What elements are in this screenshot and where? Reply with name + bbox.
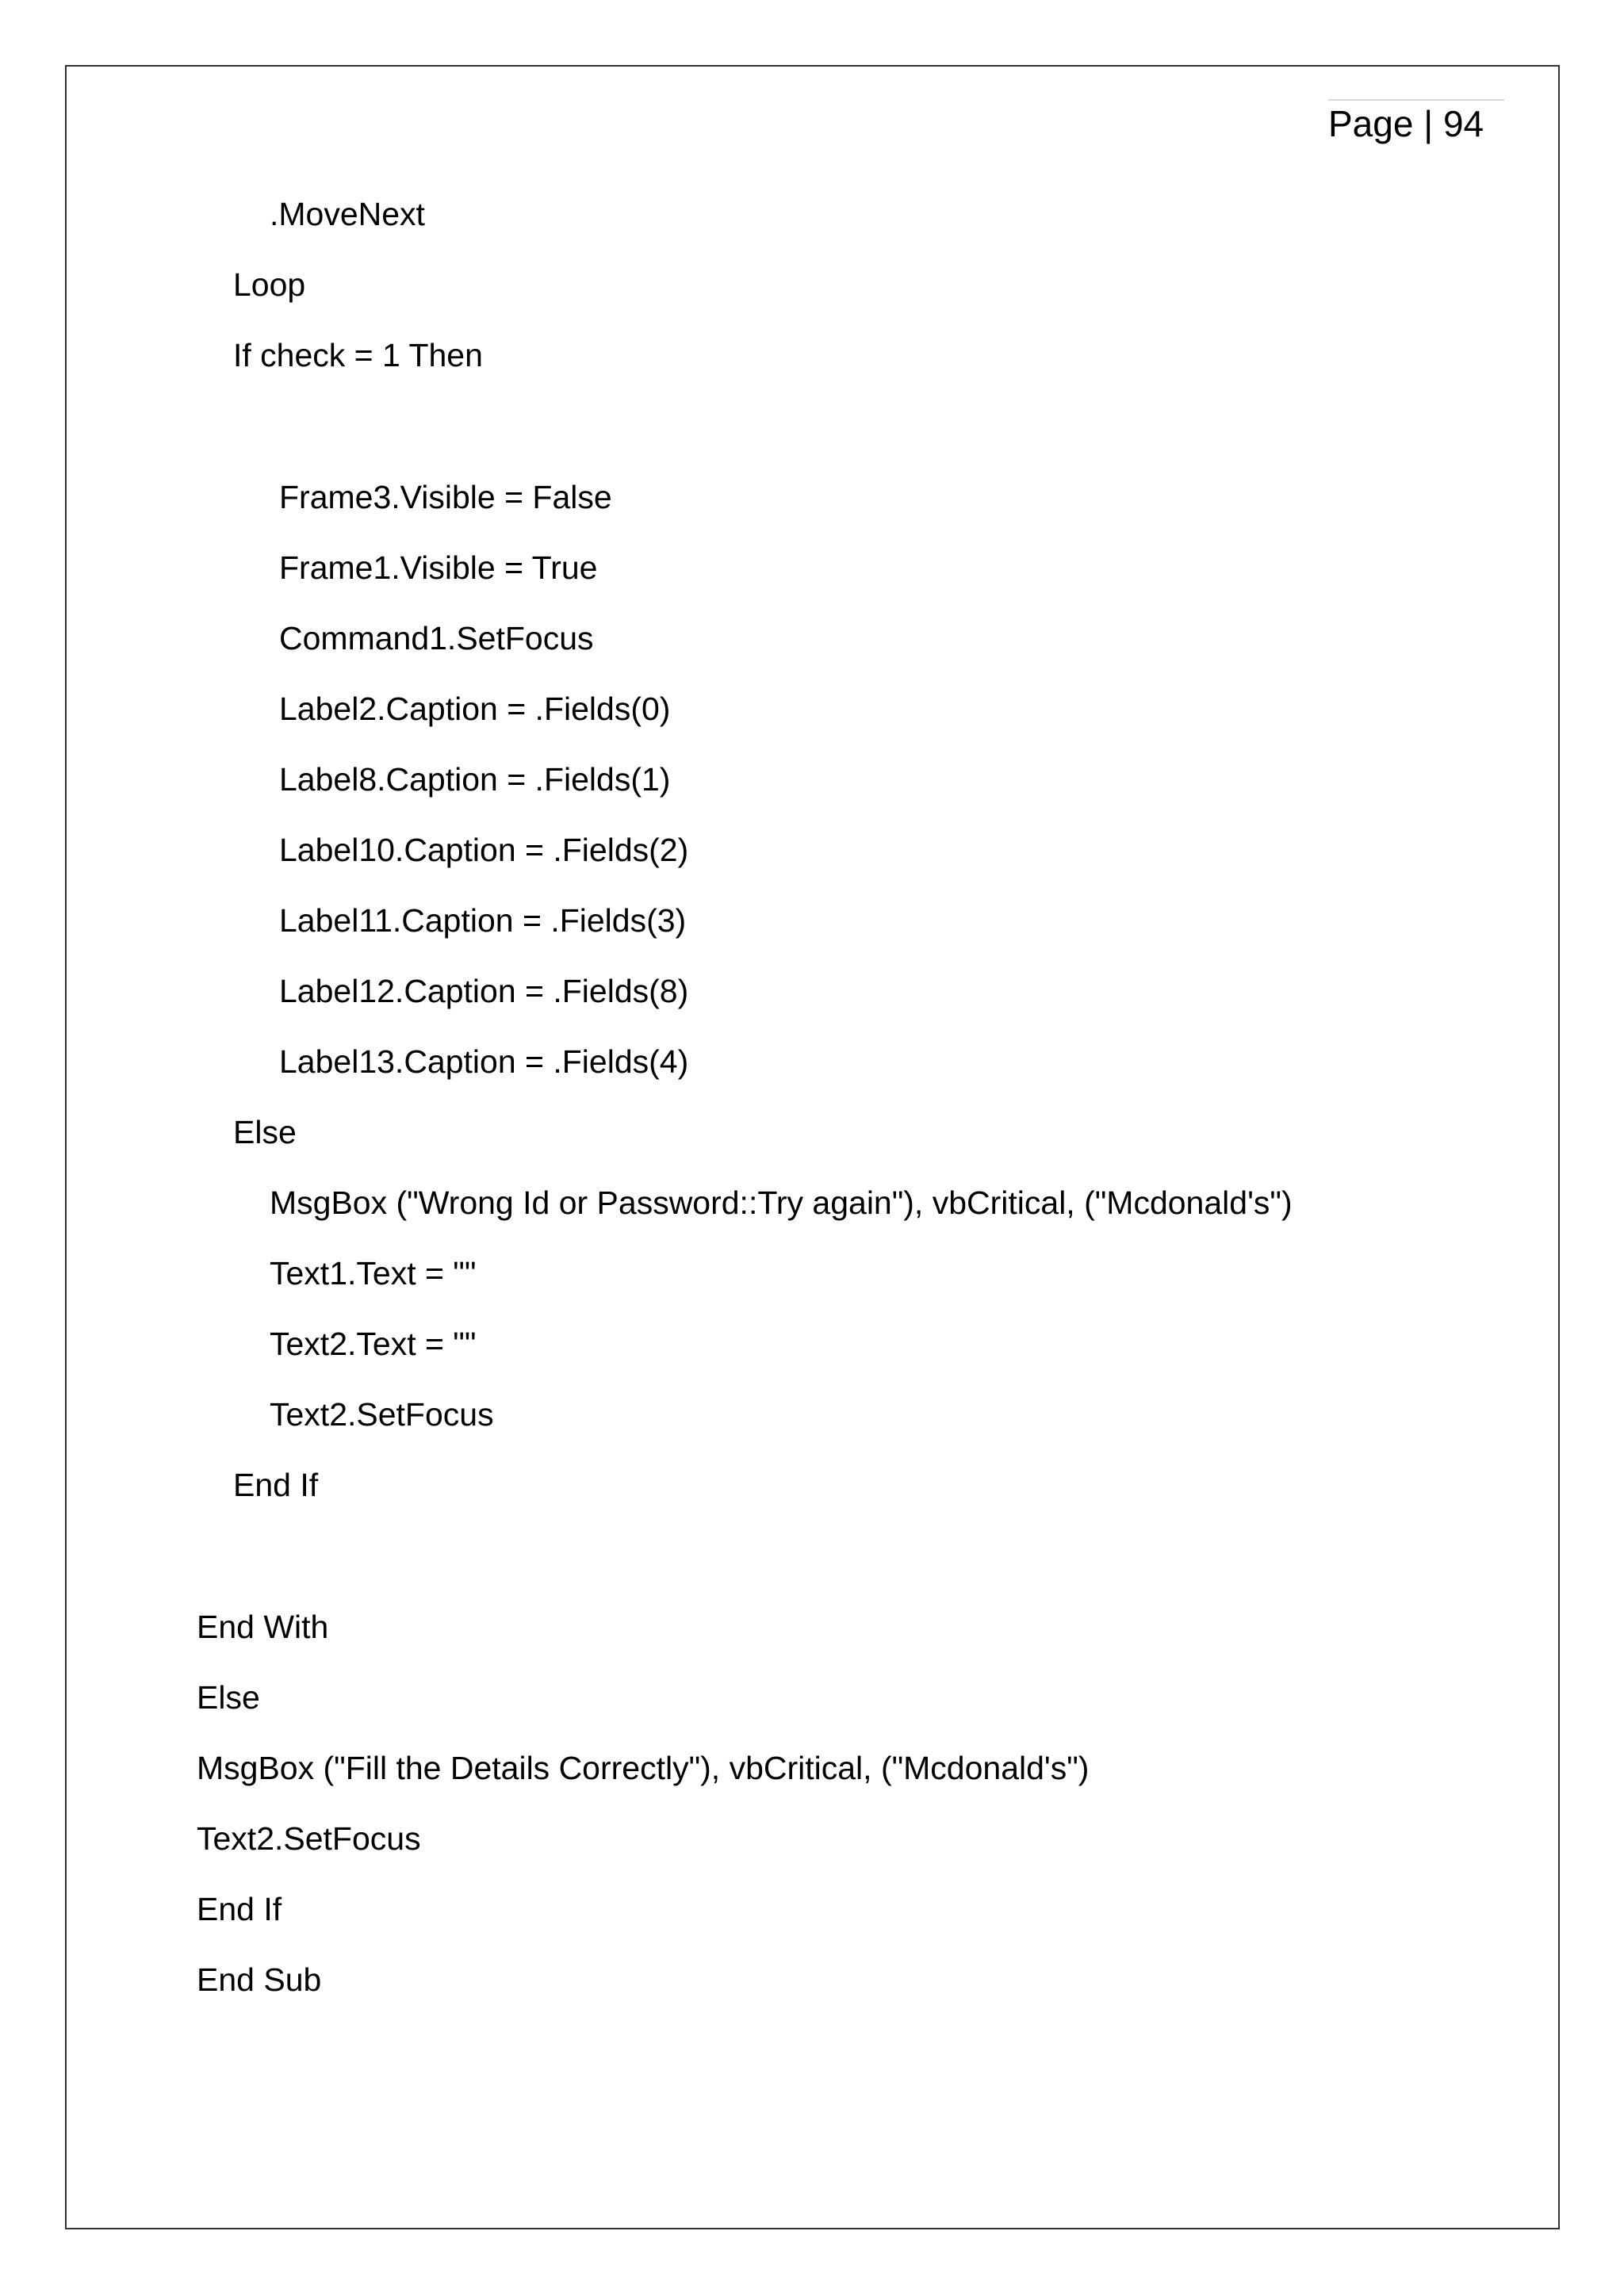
header-rule	[1328, 99, 1504, 101]
code-line: MsgBox ("Wrong Id or Password::Try again"), vbCritical, ("Mcdonald's")	[270, 1184, 1293, 1221]
code-line: Label2.Caption = .Fields(0)	[279, 691, 671, 727]
code-line: Label12.Caption = .Fields(8)	[279, 973, 689, 1009]
code-line: Label10.Caption = .Fields(2)	[279, 832, 689, 868]
code-line: If check = 1 Then	[233, 337, 483, 373]
code-line: Text1.Text = ""	[270, 1255, 477, 1292]
code-line: End Sub	[197, 1961, 322, 1998]
code-line: .MoveNext	[270, 196, 425, 232]
code-line: Else	[197, 1679, 260, 1716]
code-line: Text2.SetFocus	[197, 1820, 421, 1857]
code-line: End With	[197, 1609, 329, 1645]
code-line: Text2.SetFocus	[270, 1396, 494, 1433]
code-line: Loop	[233, 266, 306, 303]
code-line: Text2.Text = ""	[270, 1326, 477, 1362]
code-line: Frame1.Visible = True	[279, 549, 598, 586]
code-line: End If	[197, 1891, 282, 1927]
code-line: MsgBox ("Fill the Details Correctly"), vbCritical, ("Mcdonald's")	[197, 1750, 1090, 1786]
code-line: Label11.Caption = .Fields(3)	[279, 902, 687, 939]
code-line: Label8.Caption = .Fields(1)	[279, 761, 671, 798]
code-line: End If	[233, 1467, 319, 1503]
page-number: Page | 94	[1328, 103, 1484, 144]
code-line: Label13.Caption = .Fields(4)	[279, 1043, 689, 1080]
code-line: Else	[233, 1114, 297, 1150]
code-line: Command1.SetFocus	[279, 620, 594, 656]
code-line: Frame3.Visible = False	[279, 479, 612, 515]
